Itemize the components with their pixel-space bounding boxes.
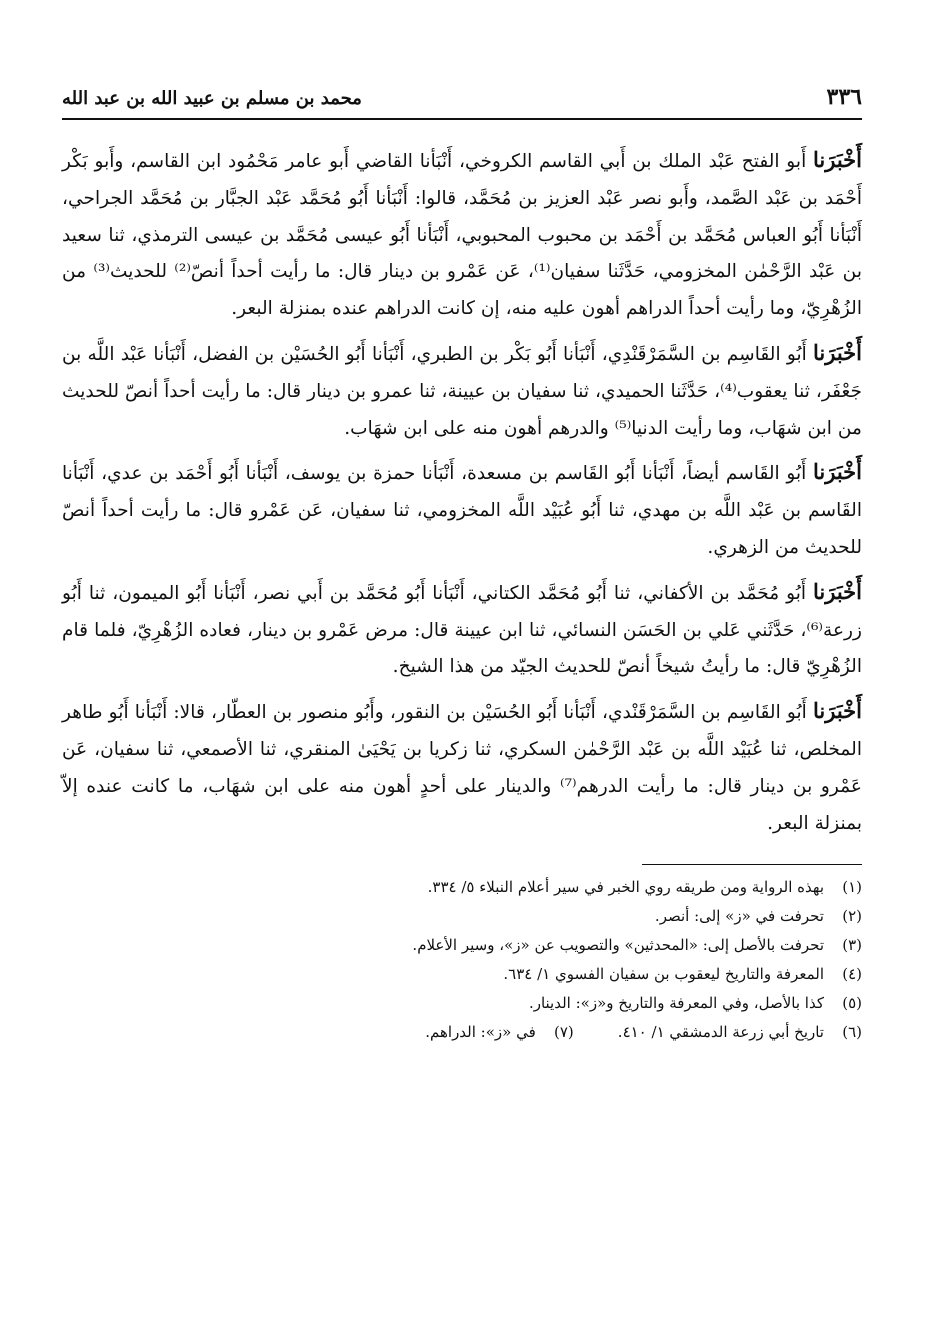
footnote-number: (٣)	[842, 936, 862, 955]
footnote	[62, 873, 862, 902]
paragraph-lead-word: أَخْبَرَنا	[813, 459, 862, 485]
paragraph	[62, 574, 862, 686]
footnote	[62, 989, 862, 1018]
footnote	[62, 931, 862, 960]
footnote-text: تحرفت في «ز» إلى: أنصر.	[654, 907, 824, 926]
footnote-text: كذا بالأصل، وفي المعرفة والتاريخ و«ز»: الدينار.	[528, 994, 824, 1013]
paragraph	[62, 142, 862, 328]
paragraph-lead-word: أَخْبَرَنا	[813, 147, 862, 172]
paragraph	[62, 335, 862, 447]
footnote-number: (٥)	[842, 994, 862, 1013]
footnote	[62, 902, 862, 931]
footnote-row	[62, 1018, 862, 1047]
footnote-text: تحرفت بالأصل إلى: «المحدثين» والتصويب عن «ز»، وسير الأعلام.	[412, 936, 824, 955]
footnote	[62, 960, 862, 989]
footnote-text: المعرفة والتاريخ ليعقوب بن سفيان الفسوي ١/ ٦٣٤.	[503, 965, 824, 984]
paragraph-text: أَبُو القَاسِم بن السَّمَرْقَنْدِي، أَنْبَأنا أَبُو بَكْر بن الطبري، أَنْبَأنا أَبُو الحُسَيْن بن الفضل، أَنْبَأنا عَبْد اللَّه بن جَعْفَر، ثنا يعقوب⁽⁴⁾، حَدَّثَنا الحميدي، ثنا سفيان بن عيينة، ثنا عمرو بن دينار قال: ما رأيت أحداً أنصّ للحديث من ابن شهَاب، وما رأيت الدنيا⁽⁵⁾ والدرهم أهون منه على ابن شهَاب.	[62, 343, 862, 439]
paragraph-text: أَبُو القَاسم أيضاً، أَنْبَأنا أَبُو القَاسم بن مسعدة، أَنْبَأنا حمزة بن يوسف، أَنْبَأنا أَبُو أَحْمَد بن عدي، أَنْبَأنا القَاسم بن عَبْد اللَّه بن مهدي، ثنا أَبُو عُبَيْد اللَّه المخزومي، ثنا سفيان، عَن عَمْرو قال: ما رأيت أحداً أنصّ للحديث من الزهري.	[62, 463, 862, 558]
footnote-number: (٧)	[554, 1023, 574, 1042]
footnote-text: في «ز»: الدراهم.	[425, 1023, 536, 1042]
footnotes	[62, 873, 862, 1047]
footnote	[425, 1018, 574, 1047]
running-head: محمد بن مسلم بن عبيد الله بن عبد الله	[62, 88, 362, 109]
paragraph	[62, 693, 862, 842]
footnote-divider	[642, 864, 862, 865]
paragraph-lead-word: أَخْبَرَنا	[813, 578, 862, 604]
paragraph-text: أَبُو مُحَمَّد بن الأكفاني، ثنا أَبُو مُحَمَّد الكتاني، أَنْبَأنا أَبُو مُحَمَّد بن أَبي نصر، أَنْبَأنا أَبُو الميمون، ثنا أَبُو زرعة⁽⁶⁾، حَدَّثَني عَلي بن الحَسَن النسائي، ثنا ابن عيينة قال: مرض عَمْرو بن دينار، فعاده الزُهْرِيّ، فلما قام الزُهْرِيّ قال: ما رأيتُ شيخاً أنصّ للحديث الجيّد من هذا الشيخ.	[62, 582, 862, 678]
main-text	[62, 142, 862, 842]
document-page	[62, 84, 862, 1047]
page-number: ٣٣٦	[826, 84, 862, 110]
paragraph-lead-word: أَخْبَرَنا	[813, 339, 862, 365]
paragraph	[62, 454, 862, 566]
footnote-text: بهذه الرواية ومن طريقه روي الخبر في سير أعلام النبلاء ٥/ ٣٣٤.	[427, 878, 824, 897]
footnote-text: تاريخ أبي زرعة الدمشقي ١/ ٤١٠.	[617, 1023, 824, 1042]
footnote-number: (١)	[842, 878, 862, 897]
footnote-number: (٦)	[842, 1023, 862, 1042]
footnote-number: (٤)	[842, 965, 862, 984]
footnote	[618, 1018, 862, 1047]
page-header	[62, 84, 862, 120]
paragraph-lead-word: أَخْبَرَنا	[813, 698, 862, 724]
paragraph-text: أَبو الفتح عَبْد الملك بن أَبي القاسم الكروخي، أَنْبَأنا القاضي أَبو عامر مَحْمُود ابن القاسم، وأَبو بَكْر أَحْمَد بن عَبْد الصَّمد، وأَبو نصر عَبْد العزيز بن مُحَمَّد، قالوا: أَنْبَأنا أَبُو مُحَمَّد عَبْد الجبَّار بن مُحَمَّد الجراحي، أَنْبَأنا أَبُو العباس مُحَمَّد بن أَحْمَد بن محبوب المحبوبي، أَنْبَأنا أَبُو عيسى مُحَمَّد بن عيسى الترمذي، ثنا سعيد بن عَبْد الرَّحْمٰن المخزومي، حَدَّثَنا سفيان⁽¹⁾، عَن عَمْرو بن دينار قال: ما رأيت أحداً أنصّ⁽²⁾ للحديث⁽³⁾ من الزُهْرِيّ، وما رأيت أحداً الدراهم أهون عليه منه، إن كانت الدراهم عنده بمنزلة البعر.	[62, 151, 863, 320]
paragraph-text: أَبُو القَاسِم بن السَّمَرْقَنْدي، أَنْبَأنا أَبُو الحُسَيْن بن النقور، وأَبُو منصور بن العطّار، قالا: أَنْبَأنا أَبُو طاهر المخلص، ثنا عُبَيْد اللَّه بن عَبْد الرَّحْمٰن السكري، ثنا زكريا بن يَحْيَىٰ المنقري، ثنا الأصمعي، ثنا سفيان، عَن عَمْرو بن دينار قال: ما رأيت الدرهم⁽⁷⁾ والدينار على أحدٍ أهون منه على ابن شهَاب، ما كانت عنده إلاّ بمنزلة البعر.	[62, 702, 862, 834]
footnote-number: (٢)	[842, 907, 862, 926]
